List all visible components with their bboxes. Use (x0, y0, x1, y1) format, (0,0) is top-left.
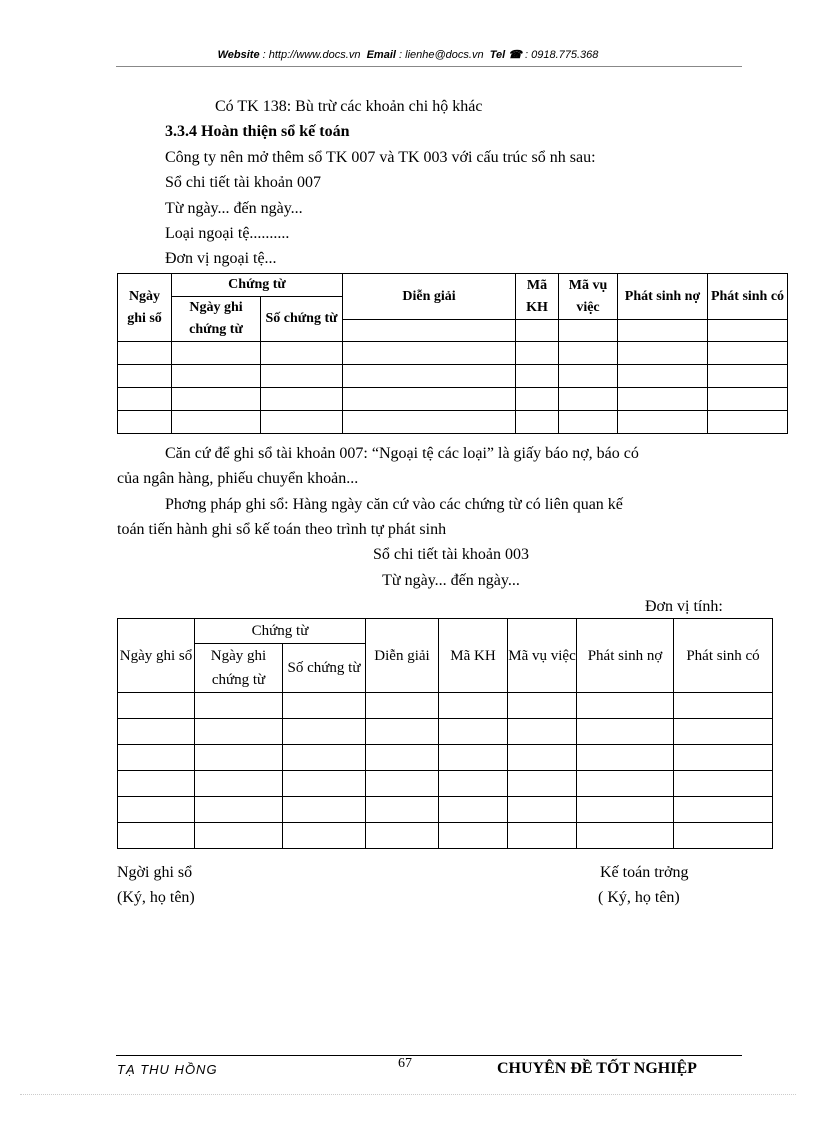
ledger-table-007 (117, 273, 788, 434)
col-voucher-no-header: Số chứng từ (283, 644, 366, 693)
col-voucher-date-header: Ngày ghi chứng từ (172, 297, 261, 342)
col-credit-header: Phát sinh có (674, 619, 773, 693)
table-row (118, 342, 788, 365)
col-date-header: Ngày ghi sổ (118, 274, 172, 342)
ledger-title-003: Sổ chi tiết tài khoản 003 (373, 546, 529, 563)
table-row (118, 771, 773, 797)
tel-value: : 0918.775.368 (525, 49, 599, 61)
section-heading: 3.3.4 Hoàn thiện sổ kế toán (165, 123, 350, 140)
email-value[interactable]: : lienhe@docs.vn (399, 49, 484, 61)
tel-label: Tel ☎ (489, 49, 522, 61)
page-edge (20, 1094, 796, 1095)
footer-divider (116, 1055, 742, 1056)
col-debit-header: Phát sinh nợ (618, 274, 708, 320)
signature-left-note: (Ký, họ tên) (117, 889, 195, 906)
table-row (118, 745, 773, 771)
table-row (118, 719, 773, 745)
page-header (0, 48, 816, 61)
col-customer-header: Mã KH (516, 274, 559, 320)
paragraph-line: Căn cứ để ghi sổ tài khoản 007: “Ngoại tệ các loại” là giấy báo nợ, báo có (165, 445, 639, 462)
signature-right-title: Kế toán trởng (600, 864, 689, 881)
col-customer-header: Mã KH (439, 619, 508, 693)
paragraph-line: Phơng pháp ghi sổ: Hàng ngày căn cứ vào các chứng từ có liên quan kế (165, 496, 623, 513)
table-row (118, 411, 788, 434)
footer-page-number: 67 (398, 1056, 412, 1071)
signature-left-title: Ngời ghi sổ (117, 864, 193, 881)
col-voucher-no-header: Số chứng từ (261, 297, 343, 342)
ledger-date-range: Từ ngày... đến ngày... (382, 572, 520, 589)
col-desc-header: Diễn giải (366, 619, 439, 693)
text-line: Có TK 138: Bù trừ các khoản chi hộ khác (215, 98, 483, 115)
col-voucher-date-header: Ngày ghi chứng từ (195, 644, 283, 693)
text-line: Sổ chi tiết tài khoản 007 (165, 174, 321, 191)
footer-doc-type: CHUYÊN ĐỀ TỐT NGHIỆP (497, 1060, 697, 1077)
paragraph-line: của ngân hàng, phiếu chuyển khoản... (117, 470, 359, 487)
header-divider (116, 66, 742, 67)
table-row (118, 365, 788, 388)
email-label: Email (366, 49, 396, 61)
col-case-header: Mã vụ việc (559, 274, 618, 320)
website-value[interactable]: : http://www.docs.vn (262, 49, 361, 61)
ledger-table-003 (117, 618, 773, 849)
col-voucher-header: Chứng từ (195, 619, 366, 644)
col-voucher-header: Chứng từ (172, 274, 343, 297)
table-row (118, 797, 773, 823)
col-credit-header: Phát sinh có (708, 274, 788, 320)
text-line: Đơn vị ngoại tệ... (165, 250, 277, 267)
table-row (118, 388, 788, 411)
paragraph-line: toán tiến hành ghi sổ kế toán theo trình tự phát sinh (117, 521, 447, 538)
col-desc-header: Diễn giải (343, 274, 516, 320)
col-case-header: Mã vụ việc (508, 619, 577, 693)
table-row (118, 693, 773, 719)
unit-label: Đơn vị tính: (645, 598, 723, 615)
table-row (118, 823, 773, 849)
col-date-header: Ngày ghi sổ (118, 619, 195, 693)
text-line: Công ty nên mở thêm sổ TK 007 và TK 003 với cấu trúc sổ nh sau: (165, 149, 596, 166)
col-debit-header: Phát sinh nợ (577, 619, 674, 693)
website-label: Website (217, 49, 260, 61)
footer-author: TẠ THU HỒNG (117, 1062, 218, 1077)
text-line: Loại ngoại tệ.......... (165, 225, 290, 242)
signature-right-note: ( Ký, họ tên) (598, 889, 680, 906)
text-line: Từ ngày... đến ngày... (165, 200, 303, 217)
